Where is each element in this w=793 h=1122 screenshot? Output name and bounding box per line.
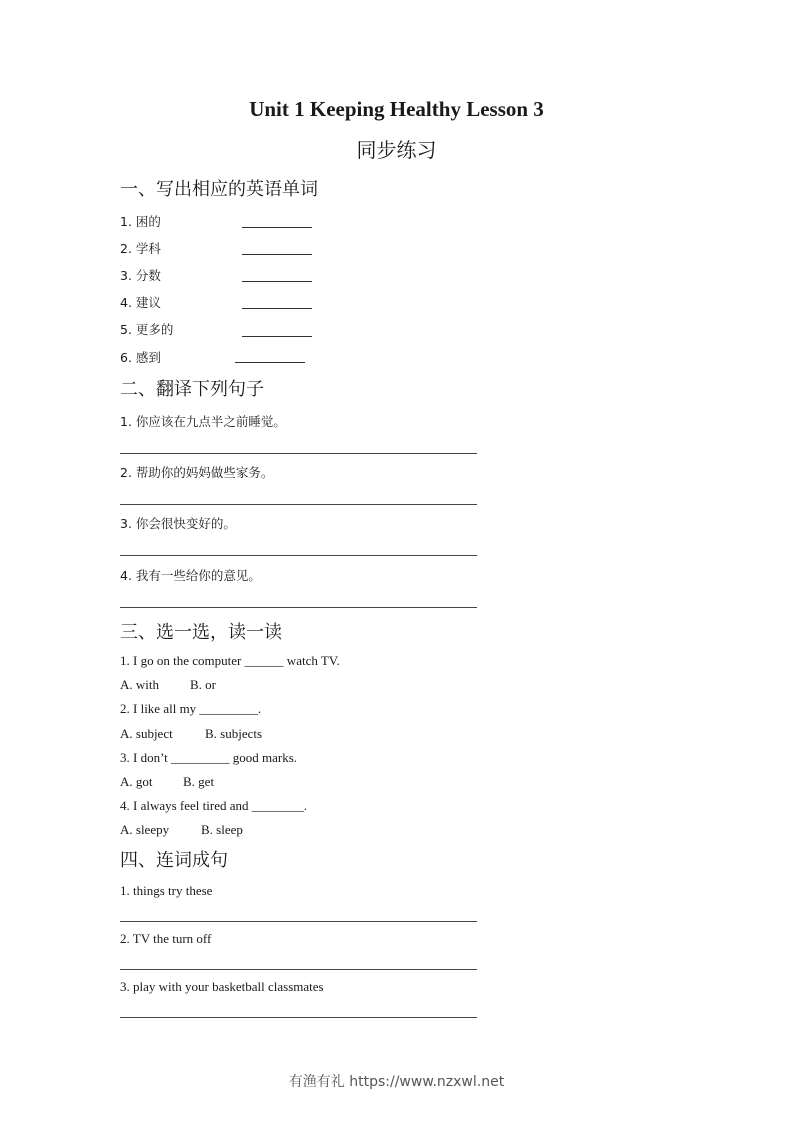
vocab-blank-6[interactable]: [235, 362, 305, 363]
section-4-heading: 四、连词成句: [120, 850, 228, 871]
choice-option-a-4[interactable]: A. sleepy: [120, 822, 170, 837]
answer-line-translate-2[interactable]: [120, 504, 477, 505]
vocab-blank-4[interactable]: [242, 308, 312, 309]
vocab-blank-3[interactable]: [242, 281, 312, 282]
choice-question-4: 4. I always feel tired and ________.: [120, 798, 308, 813]
vocab-blank-5[interactable]: [242, 336, 312, 337]
vocab-item-5: 5. 更多的: [120, 322, 174, 337]
translate-item-1: 1. 你应该在九点半之前睡觉。: [120, 414, 286, 429]
reorder-item-3: 3. play with your basketball classmates: [120, 979, 324, 994]
choice-option-a-1[interactable]: A. with: [120, 677, 159, 692]
vocab-item-6: 6. 感到: [120, 350, 161, 365]
vocab-blank-1[interactable]: [242, 227, 312, 228]
vocab-item-3: 3. 分数: [120, 268, 161, 283]
choice-question-1: 1. I go on the computer ______ watch TV.: [120, 653, 340, 668]
vocab-item-2: 2. 学科: [120, 241, 161, 256]
section-2-heading: 二、翻译下列句子: [120, 379, 264, 400]
section-1-heading: 一、写出相应的英语单词: [120, 179, 318, 200]
footer-watermark: 有渔有礼 https://www.nzxwl.net: [288, 1074, 505, 1090]
vocab-item-1: 1. 困的: [120, 214, 161, 229]
answer-line-reorder-1[interactable]: [120, 921, 477, 922]
vocab-blank-2[interactable]: [242, 254, 312, 255]
choice-option-b-3[interactable]: B. get: [183, 774, 215, 789]
page-title: Unit 1 Keeping Healthy Lesson 3: [249, 97, 544, 121]
answer-line-reorder-2[interactable]: [120, 969, 477, 970]
answer-line-reorder-3[interactable]: [120, 1017, 477, 1018]
choice-question-3: 3. I don’t _________ good marks.: [120, 750, 298, 765]
translate-item-4: 4. 我有一些给你的意见。: [120, 568, 261, 583]
reorder-item-1: 1. things try these: [120, 883, 213, 898]
page-subtitle: 同步练习: [356, 138, 437, 162]
choice-option-a-3[interactable]: A. got: [120, 774, 153, 789]
answer-line-translate-1[interactable]: [120, 453, 477, 454]
choice-option-b-2[interactable]: B. subjects: [205, 726, 263, 741]
answer-line-translate-3[interactable]: [120, 555, 477, 556]
reorder-item-2: 2. TV the turn off: [120, 931, 212, 946]
choice-option-b-4[interactable]: B. sleep: [201, 822, 243, 837]
translate-item-3: 3. 你会很快变好的。: [120, 516, 236, 531]
vocab-item-4: 4. 建议: [120, 295, 161, 310]
translate-item-2: 2. 帮助你的妈妈做些家务。: [120, 465, 274, 480]
choice-question-2: 2. I like all my _________.: [120, 701, 262, 716]
answer-line-translate-4[interactable]: [120, 607, 477, 608]
section-3-heading: 三、选一选，读一读: [120, 622, 282, 643]
choice-option-a-2[interactable]: A. subject: [120, 726, 173, 741]
choice-option-b-1[interactable]: B. or: [190, 677, 216, 692]
